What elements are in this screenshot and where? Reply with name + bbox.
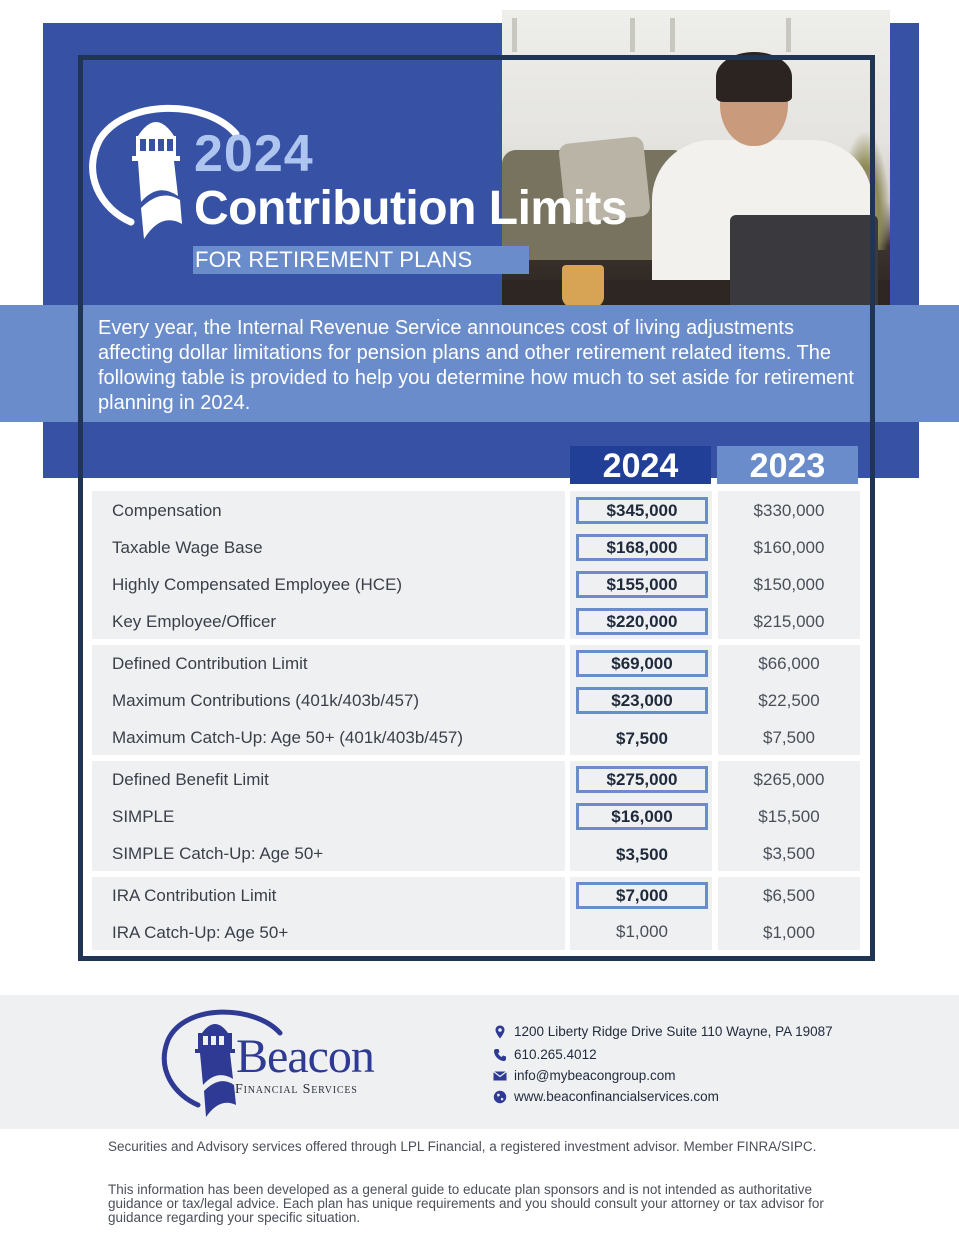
- value-2023: $150,000: [753, 575, 825, 594]
- address-text: 1200 Liberty Ridge Drive Suite 110 Wayne, PA 19087: [514, 1024, 833, 1039]
- table-row: [92, 877, 860, 914]
- table-row: [92, 529, 860, 566]
- value-2024: $3,500: [616, 845, 668, 864]
- value-2023: $160,000: [753, 538, 825, 557]
- globe-icon: [493, 1090, 507, 1104]
- contact-phone[interactable]: [493, 1045, 893, 1065]
- value-2023: $3,500: [763, 844, 815, 863]
- intro-text: Every year, the Internal Revenue Service announces cost of living adjustments affecting dollar limitations for pension plans and other retirement related items. The following table is provided to help you determine how much to set aside for retirement planning in 2024.: [98, 317, 854, 414]
- row-label: Defined Benefit Limit: [112, 770, 269, 789]
- value-2024: $275,000: [576, 766, 708, 793]
- page-subtitle: FOR RETIREMENT PLANS: [193, 246, 529, 274]
- contact-email[interactable]: [493, 1066, 893, 1086]
- column-header-2024: 2024: [570, 446, 711, 484]
- row-label: SIMPLE: [112, 807, 175, 826]
- photo-shelf-bracket: [512, 18, 517, 52]
- email-link[interactable]: info@mybeacongroup.com: [514, 1068, 676, 1083]
- photo-shelf-bracket: [786, 18, 791, 52]
- value-2023: $215,000: [753, 612, 825, 631]
- photo-shelf-bracket: [630, 18, 635, 52]
- row-label: Maximum Catch-Up: Age 50+ (401k/403b/457): [112, 728, 464, 747]
- value-2024: $345,000: [576, 497, 708, 524]
- table-row: [92, 798, 860, 835]
- row-label: Compensation: [112, 501, 222, 520]
- phone-text[interactable]: 610.265.4012: [514, 1047, 597, 1062]
- value-2024: $7,000: [576, 882, 708, 909]
- row-label: IRA Catch-Up: Age 50+: [112, 923, 289, 942]
- photo-shelf-bracket: [670, 18, 675, 52]
- phone-icon: [493, 1048, 507, 1062]
- value-2023: $66,000: [758, 654, 820, 673]
- row-label: IRA Contribution Limit: [112, 886, 277, 905]
- table-row: [92, 835, 860, 872]
- page-title: Contribution Limits: [194, 182, 628, 235]
- table-row: [92, 914, 860, 951]
- value-2024: $69,000: [576, 650, 708, 677]
- value-2024: $7,500: [616, 729, 668, 748]
- value-2023: $22,500: [758, 691, 820, 710]
- table-row: [92, 492, 860, 529]
- value-2024: $220,000: [576, 608, 708, 635]
- value-2024: $23,000: [576, 687, 708, 714]
- contact-address: [493, 1022, 893, 1042]
- general-disclaimer: This information has been developed as a general guide to educate plan sponsors and is not intended as authoritative guidance or tax/legal advice. Each plan has unique requirements and you should consult your attorney or tax advisor for guidance regarding your specific situation.: [108, 1182, 824, 1225]
- brand-subtitle: Financial Services: [235, 1082, 358, 1097]
- value-2024: $168,000: [576, 534, 708, 561]
- value-2023: $15,500: [758, 807, 820, 826]
- table-row: [92, 645, 860, 682]
- value-2023: $265,000: [753, 770, 825, 789]
- website-link[interactable]: www.beaconfinancialservices.com: [514, 1089, 719, 1104]
- map-pin-icon: [493, 1025, 507, 1039]
- value-2024: $155,000: [576, 571, 708, 598]
- envelope-icon: [493, 1069, 507, 1083]
- row-label: Defined Contribution Limit: [112, 654, 308, 673]
- table-row: [92, 603, 860, 640]
- table-row: [92, 719, 860, 756]
- brand-name: Beacon: [236, 1030, 374, 1083]
- row-label: Maximum Contributions (401k/403b/457): [112, 691, 420, 710]
- value-2023: $1,000: [763, 923, 815, 942]
- row-label: SIMPLE Catch-Up: Age 50+: [112, 844, 324, 863]
- table-row: [92, 761, 860, 798]
- value-2023: $7,500: [763, 728, 815, 747]
- title-year: 2024: [194, 125, 314, 183]
- contact-website[interactable]: [493, 1087, 893, 1107]
- value-2024: $1,000: [616, 922, 668, 941]
- value-2024: $16,000: [576, 803, 708, 830]
- row-label: Key Employee/Officer: [112, 612, 277, 631]
- row-label: Taxable Wage Base: [112, 538, 263, 557]
- value-2023: $6,500: [763, 886, 815, 905]
- column-header-2023: 2023: [717, 446, 858, 484]
- table-row: [92, 682, 860, 719]
- table-row: [92, 566, 860, 603]
- securities-disclaimer: Securities and Advisory services offered through LPL Financial, a registered investment advisor. Member FINRA/SIPC.: [108, 1139, 817, 1154]
- row-label: Highly Compensated Employee (HCE): [112, 575, 403, 594]
- value-2023: $330,000: [753, 501, 825, 520]
